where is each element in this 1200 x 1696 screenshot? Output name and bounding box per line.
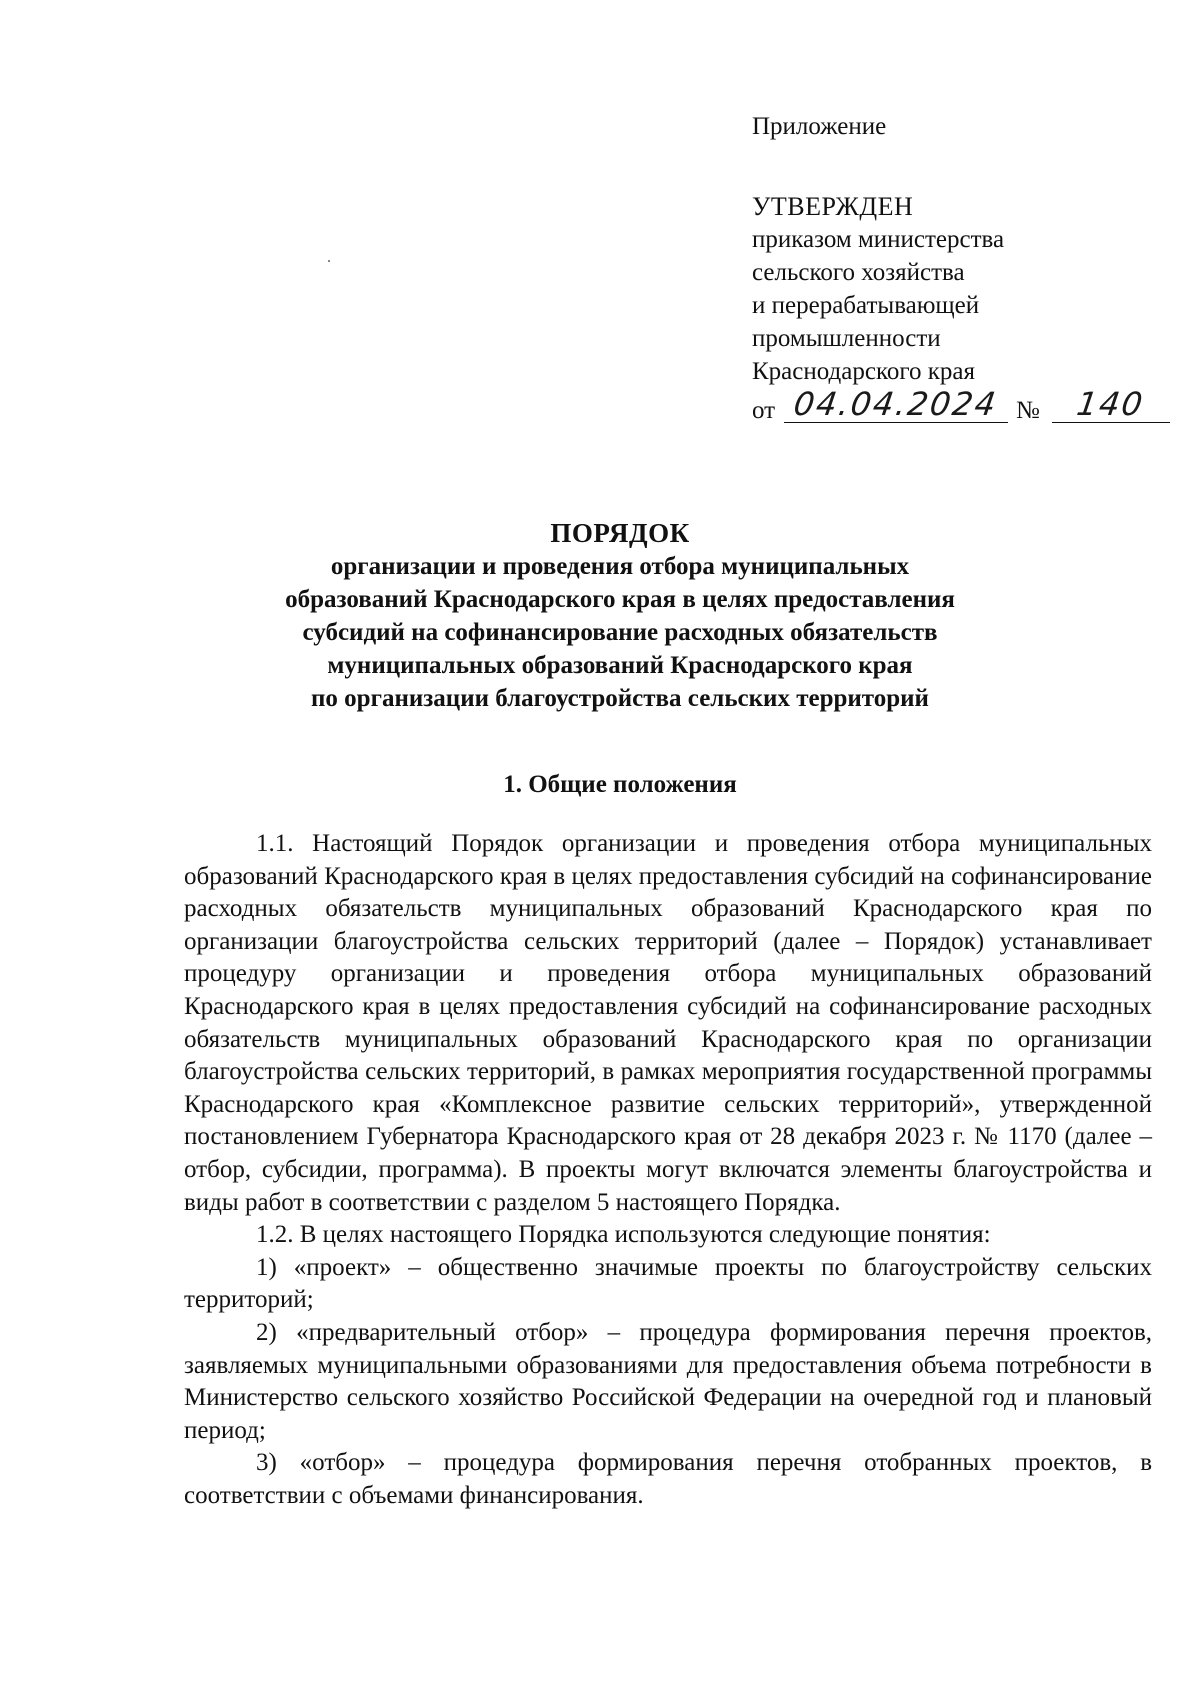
approval-line: промышленности <box>752 325 941 352</box>
document-title-block <box>200 516 1040 715</box>
order-date-field <box>784 386 1008 423</box>
order-number-field <box>1052 386 1170 423</box>
scan-speck <box>328 260 330 262</box>
document-title: ПОРЯДОК <box>550 518 690 548</box>
paragraph-text: 1.2. В целях настоящего Порядка используются следующие понятия: <box>256 1221 991 1249</box>
document-subtitle-line: муниципальных образований Краснодарского края <box>327 652 913 679</box>
approval-line: сельского хозяйства <box>752 259 965 286</box>
approval-block <box>752 110 1172 430</box>
document-subtitle-line: субсидий на софинансирование расходных обязательств <box>302 619 938 646</box>
approval-line: приказом министерства <box>752 226 1005 253</box>
approved-label: УТВЕРЖДЕН <box>752 192 914 221</box>
handwritten-number: 140 <box>1074 385 1148 423</box>
paragraph <box>184 1219 1152 1252</box>
approval-line: и перерабатывающей <box>752 292 980 319</box>
paragraph-text: 1) «проект» – общественно значимые проекты по благоустройству сельских территорий; <box>184 1253 1152 1314</box>
number-label: № <box>1016 397 1040 424</box>
paragraph <box>184 1252 1152 1317</box>
document-subtitle-line: образований Краснодарского края в целях предоставления <box>285 586 955 613</box>
section-heading: 1. Общие положения <box>503 771 737 798</box>
paragraph-text: 1.1. Настоящий Порядок организации и проведения отбора муниципальных образований Краснодарского края в целях предоставления субсидий на софинансирование расходных обязательств муниципальных образований Краснодарского края по организации благоустройства сельских территорий (далее – Порядок) устанавливает процедуру организации и проведения отбора муниципальных образований Краснодарского края в целях предоставления субсидий на софинансирование расходных обязательств муниципальных образований Краснодарского края по организации благоустройства сельских территорий, в рамках мероприятия государственной программы Краснодарского края «Комплексное развитие сельских территорий», утвержденной постановлением Губернатора Краснодарского края от 28 декабря 2023 г. № 1170 (далее – отбор, субсидии, программа). В проекты могут включатся элементы благоустройства и виды работ в соответствии с разделом 5 настоящего Порядка. <box>184 830 1152 1216</box>
handwritten-date: 04.04.2024 <box>791 385 1001 423</box>
paragraph-text: 2) «предварительный отбор» – процедура формирования перечня проектов, заявляемых муниципальными образованиями для предоставления объема потребности в Министерство сельского хозяйство Российской Федерации на очередной год и плановый период; <box>184 1318 1152 1444</box>
section-body <box>184 828 1152 1512</box>
paragraph <box>184 1447 1152 1512</box>
paragraph-text: 3) «отбор» – процедура формирования перечня отобранных проектов, в соответствии с объемами финансирования. <box>184 1449 1152 1509</box>
appendix-label: Приложение <box>752 113 887 140</box>
document-subtitle-line: по организации благоустройства сельских территорий <box>311 685 929 712</box>
paragraph <box>184 828 1152 1219</box>
order-date-number-line <box>752 385 1172 430</box>
date-label: от <box>752 397 776 424</box>
document-subtitle-line: организации и проведения отбора муниципальных <box>330 553 910 580</box>
approval-line: Краснодарского края <box>752 358 975 385</box>
paragraph <box>184 1317 1152 1447</box>
